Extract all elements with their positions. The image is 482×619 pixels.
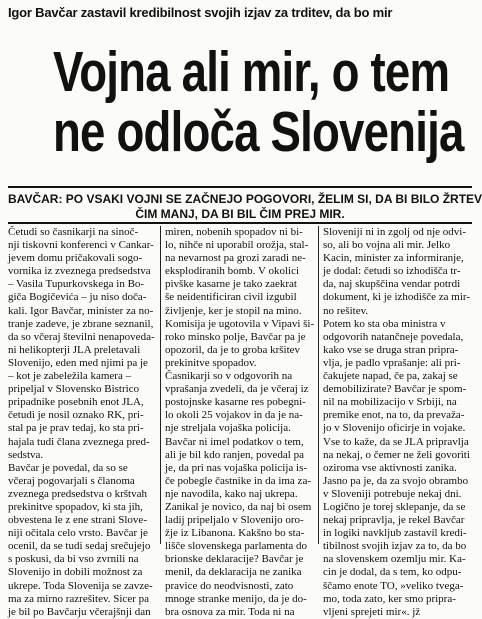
text-line: jo v Slovenijo oficirje in vojake. [323,422,466,435]
text-line: Bavčar je povedal, da so se [8,461,128,474]
text-line: če pobegle častnike in da ima za- [165,474,311,487]
text-line: je, da pri nas vojaška policija is- [165,461,308,474]
text-line: še neidentificiran civil izgubil [165,291,297,304]
lead-line-2: ČIM MANJ, DA BI BIL ČIM PREJ MIR. [135,207,345,221]
headline-line-2: ne odloča Slovenija [53,100,464,164]
text-line: roko minsko polje, Bavčar pa je [165,330,306,343]
text-line: Slovenijo, eden med njimi pa je [8,356,148,369]
text-line: jevem domu pričakovali sogo- [8,252,143,265]
text-line: lo, nihče ni uporabil orožja, stal- [165,239,309,252]
column-1 [8,226,156,619]
text-line: – Vasila Tupurkovskega in Bo- [8,278,145,291]
text-line: mnoge stranke menijo, da je do- [165,592,307,605]
text-line: niji očitala celo vrsto. Bavčar je [8,527,148,540]
text-line: Vse to kaže, da se JLA pripravlja [323,435,469,448]
text-line: pravice do neodvisnosti, zato [165,579,294,592]
text-line: ni helikopterji JLA preletavali [8,343,141,356]
text-line: nji tiskovni konferenci v Cankar- [8,239,154,252]
lead-line-1: BAVČAR: PO VSAKI VOJNI SE ZAČNEJO POGOVORI, ŽELIM SI, DA BI BILO ŽRTEV [8,192,482,206]
text-line: kako vse se druga stran pripra- [323,343,459,356]
kicker-line: Igor Bavčar zastavil kredibilnost svojih izjav za trditev, da bo mir [8,5,393,20]
text-line: in logiki navkljub zastavil kredi- [323,527,467,540]
text-line: nje streljala vojaška policija. [165,422,291,435]
text-line: prekinitve spopadov, ki sta jih, [8,500,143,513]
bottom-rule [8,222,472,224]
text-line: tranje zadeve, je zbrane seznanil, [8,317,154,330]
text-line: da so včeraj številni nenapoveda- [8,330,155,343]
text-line: Logično je torej sklepanje, da se [323,500,466,513]
text-line: premike enot, na to, da prevaža- [323,409,465,422]
text-line: dokument, ki je izhodišče za mir- [323,291,471,304]
text-line: no rešitev. [323,304,369,317]
text-line: Potem ko sta oba ministra v [323,317,446,330]
text-line: četudi je nosil oznako RK, pri- [8,409,144,422]
lead-paragraph [8,192,482,222]
text-line: Četudi so časnikarji na sinoč- [8,226,139,238]
text-line: s poskusi, da bi vso zvrnili na [8,553,139,566]
text-line: Bavčar ni imel podatkov o tem, [165,435,304,448]
text-line: tibilnost svojih izjav za to, da bo [323,540,467,553]
text-line: brionske deklaracije? Bavčar je [165,553,304,566]
text-line: ali je bil kdo ranjen, povedal pa [165,448,304,461]
text-line: eksplodiranih bomb. V okolici [165,265,300,278]
text-line: vlja, je padlo vprašanje: ali pri- [323,356,461,369]
text-line: lišče slovenskega parlamenta do [165,540,308,553]
text-line: je bil po Bavčarju včerajšnji dan [8,605,151,618]
text-line: Sloveniji ni in zgolj od nje odvi- [323,226,466,238]
text-line: vljeni spreјeti mir«. jž [323,605,421,618]
text-line: včeraj pogovarjali s članoma [8,474,135,487]
text-line: opozoril, da je to groba kršitev [165,343,301,356]
text-line: Zanikal je novico, da naj bi osem [165,500,312,513]
text-line: menil, da deklaracija ne zanika [165,566,302,579]
text-line: bra osnova za mir. Toda ni na [165,605,295,618]
text-line: pripeljal v Slovensko Bistrico [8,383,140,396]
column-3 [323,226,471,619]
text-line: življenje, ker je stopil na mino. [165,304,302,317]
text-line: ukrepe. Toda Slovenija se zavze- [8,579,153,592]
text-line: zveznega predsedstva o krštvah [8,487,147,500]
column-divider [160,226,161,544]
text-line: v Sloveniji potrebuje nekaj dni. [323,487,462,500]
text-line: giča Bogičevića – ju niso doča- [8,291,147,304]
text-line: mo, toda zato, ker smo pripra- [323,592,456,605]
text-line: Jasno pa je, da za svojo obrambo [323,474,469,487]
text-line: Komisija je ugotovila v Vipavi ši- [165,317,315,330]
text-line: je dodal: četudi so izhodišča tr- [323,265,461,278]
text-line: so, ali bo vojna ali mir. Jelko [323,239,451,252]
text-line: nje navodila, kako naj ukrepa. [165,487,298,500]
text-line: Kacin, minister za informiranje, [323,252,464,265]
headline-line-1: Vojna ali mir, o tem [53,40,450,104]
text-line: obvestena le z ene strani Slove- [8,514,147,527]
text-line: sedstva. [8,448,44,461]
text-line: postojnske kasarne res pobegni- [165,396,306,409]
text-line: nekaj pripravlja, je rekel Bavčar [323,514,465,527]
text-line: da, naj skupščina vendar potrdi [323,278,461,291]
column-2 [165,226,313,619]
text-line: vornika iz zveznega predsedstva [8,265,151,278]
text-line: na nevarnost pa grozi zaradi ne- [165,252,306,265]
text-line: na slovenskem ozemlju mir. Ka- [323,553,466,566]
text-line: Slovenijo in dobili možnost za [8,566,143,579]
text-line: lo okoli 25 vojakov in da je na- [165,409,303,422]
text-line: vprašanja zvedeli, da je včeraj iz [165,383,309,396]
text-line: cin je dodal, da s tem, ko odpu- [323,566,462,579]
text-line: demobilizirate? Bavčar je spom- [323,383,467,396]
article-body [8,226,472,618]
text-line: čakujete napad, če pa, zakaj se [323,370,458,383]
text-line: kali. Igor Bavčar, minister za no- [8,304,154,317]
text-line: ladij pripeljalo v Slovenijo oro- [165,514,304,527]
text-line: stal pa je prav tedaj, ko sta pri- [8,422,144,435]
text-line: žje iz Libanona. Kakšno bo sta- [165,527,305,540]
headline [53,40,464,164]
text-line: oziroma vse aktivnosti zanika. [323,461,457,474]
text-line: ma za mirno razrešitev. Sicer pa [8,592,149,605]
text-line: na nekaj, o čemer ne želi govoriti [323,448,470,461]
text-line: pripadnike posebnih enot JLA, [8,396,144,409]
top-rule [8,186,472,188]
text-line: prekinitve spopadov. [165,356,257,369]
text-line: pivške kasarne je tako zaekrat [165,278,297,291]
column-divider [318,226,319,544]
text-line: miren, nobenih spopadov ni bi- [165,226,303,238]
text-line: ocenil, da se tudi sedaj srečujejo [8,540,151,553]
text-line: odgovorih natančneje povedala, [323,330,464,343]
text-line: hajala tudi člana zveznega pred- [8,435,150,448]
text-line: ščamo enote TO, »veliko tvega- [323,579,464,592]
text-line: – kot je zabeležila kamera – [8,370,132,383]
text-line: nil na mobilizacijo v Srbiji, na [323,396,457,409]
text-line: Časnikarji so v odgovorih na [165,370,293,383]
